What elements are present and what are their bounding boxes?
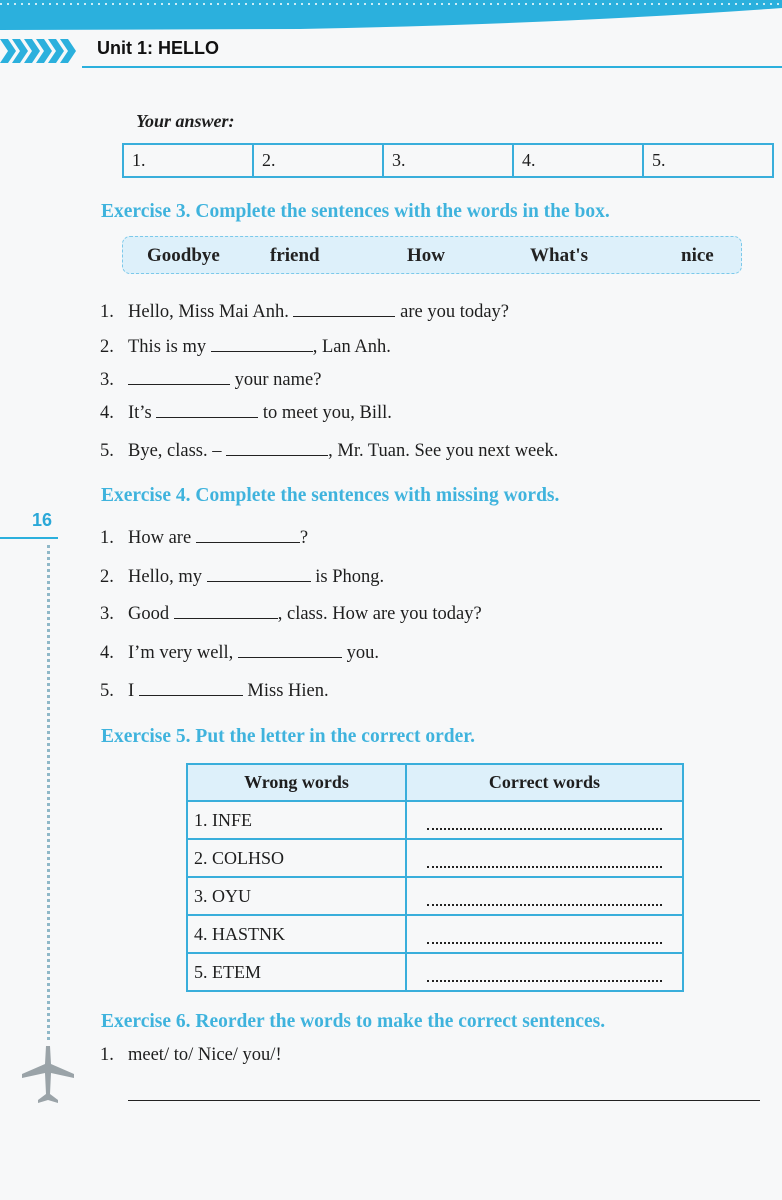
chevron-arrows-icon [0,39,78,63]
exercise4-item [100,604,482,625]
word-box-item: Goodbye [147,245,220,266]
item-number: 3. [100,604,114,624]
airplane-icon [20,1046,76,1110]
item-text-after: , Lan Anh. [312,337,391,357]
correct-word-field[interactable] [406,801,683,839]
correct-word-field[interactable] [406,877,683,915]
page-number: 16 [32,510,53,530]
answer-blank[interactable] [128,370,230,385]
item-text-after: , Mr. Tuan. See you next week. [328,441,559,461]
dotted-line [427,820,662,830]
answer-cell[interactable]: 5. [643,144,773,177]
column-header-correct: Correct words [406,764,683,801]
item-number: 2. [100,567,114,587]
answer-blank[interactable] [139,681,243,696]
wrong-word: 1. INFE [187,801,406,839]
item-text-before: This is my [128,337,211,357]
exercise3-item [100,403,392,424]
sidebar-rule [0,537,58,539]
item-number: 5. [100,441,114,461]
item-text-after: are you today? [395,302,510,322]
item-text-after: your name? [230,370,322,390]
item-text-after: to meet you, Bill. [258,403,392,423]
item-text-before: It’s [128,403,157,423]
word-box-item: nice [681,245,714,266]
wrong-word: 5. ETEM [187,953,406,991]
item-number: 1. [100,302,114,322]
item-text-before: I [128,681,139,701]
exercise3-item [100,302,509,323]
item-text-before: I’m very well, [128,643,238,663]
answer-blank[interactable] [238,643,342,658]
answer-cell[interactable]: 4. [513,144,643,177]
correct-word-field[interactable] [406,839,683,877]
item-number: 4. [100,643,114,663]
table-row [187,839,683,877]
exercise3-item [100,370,321,391]
exercise4-item [100,643,379,664]
item-text-before: How are [128,528,196,548]
dotted-line [427,858,662,868]
answer-cell[interactable]: 1. [123,144,253,177]
exercise4-title: Exercise 4. Complete the sentences with missing words. [101,485,560,506]
dotted-line [427,972,662,982]
item-number: 5. [100,681,114,701]
exercise4-item [100,567,384,588]
dotted-line [427,934,662,944]
exercise3-item [100,441,558,462]
table-row [187,953,683,991]
word-box-item: friend [270,245,320,266]
answer-line[interactable] [128,1100,760,1101]
item-text-before: Bye, class. – [128,441,227,461]
item-text-before: Hello, my [128,567,207,587]
item-text-after: you. [341,643,379,663]
item-number: 4. [100,403,114,423]
exercise6-item [100,1045,282,1066]
answer-blank[interactable] [211,337,313,352]
item-text-after: ? [299,528,309,548]
column-header-wrong: Wrong words [187,764,406,801]
exercise6-title: Exercise 6. Reorder the words to make the correct sentences. [101,1011,606,1032]
item-number: 2. [100,337,114,357]
item-number: 1. [100,528,114,548]
exercise5-table [186,763,684,992]
answer-blank[interactable] [174,604,278,619]
word-box [122,236,742,274]
header-rule [82,66,782,68]
answer-blank[interactable] [226,441,328,456]
wrong-word: 4. HASTNK [187,915,406,953]
item-text-before: Good [128,604,174,624]
unit-title: Unit 1: HELLO [97,38,219,58]
wrong-word: 3. OYU [187,877,406,915]
word-box-item: What's [530,245,589,266]
table-row [187,877,683,915]
answer-blank[interactable] [293,302,395,317]
item-text-after: , class. How are you today? [277,604,482,624]
table-row [187,915,683,953]
correct-word-field[interactable] [406,953,683,991]
item-number: 1. [100,1045,114,1065]
correct-word-field[interactable] [406,915,683,953]
answer-blank[interactable] [156,403,258,418]
table-row [187,801,683,839]
item-text: meet/ to/ Nice/ you/! [128,1045,282,1065]
answer-blank[interactable] [196,528,300,543]
page-header [0,36,782,66]
item-text-after: is Phong. [310,567,385,587]
item-text-before: Hello, Miss Mai Anh. [128,302,294,322]
dotted-line [427,896,662,906]
exercise4-item [100,528,308,549]
exercise3-title: Exercise 3. Complete the sentences with the words in the box. [101,201,610,222]
exercise3-item [100,337,391,358]
answer-cell[interactable]: 2. [253,144,383,177]
item-number: 3. [100,370,114,390]
sidebar-dotted-line [47,545,50,1040]
answer-cell[interactable]: 3. [383,144,513,177]
answer-table [122,143,774,178]
word-box-item: How [407,245,445,266]
answer-blank[interactable] [207,567,311,582]
exercise5-title: Exercise 5. Put the letter in the correct order. [101,726,475,747]
top-banner [0,0,782,30]
answer-label: Your answer: [136,111,235,131]
item-text-after: Miss Hien. [242,681,329,701]
exercise4-item [100,681,329,702]
wrong-word: 2. COLHSO [187,839,406,877]
